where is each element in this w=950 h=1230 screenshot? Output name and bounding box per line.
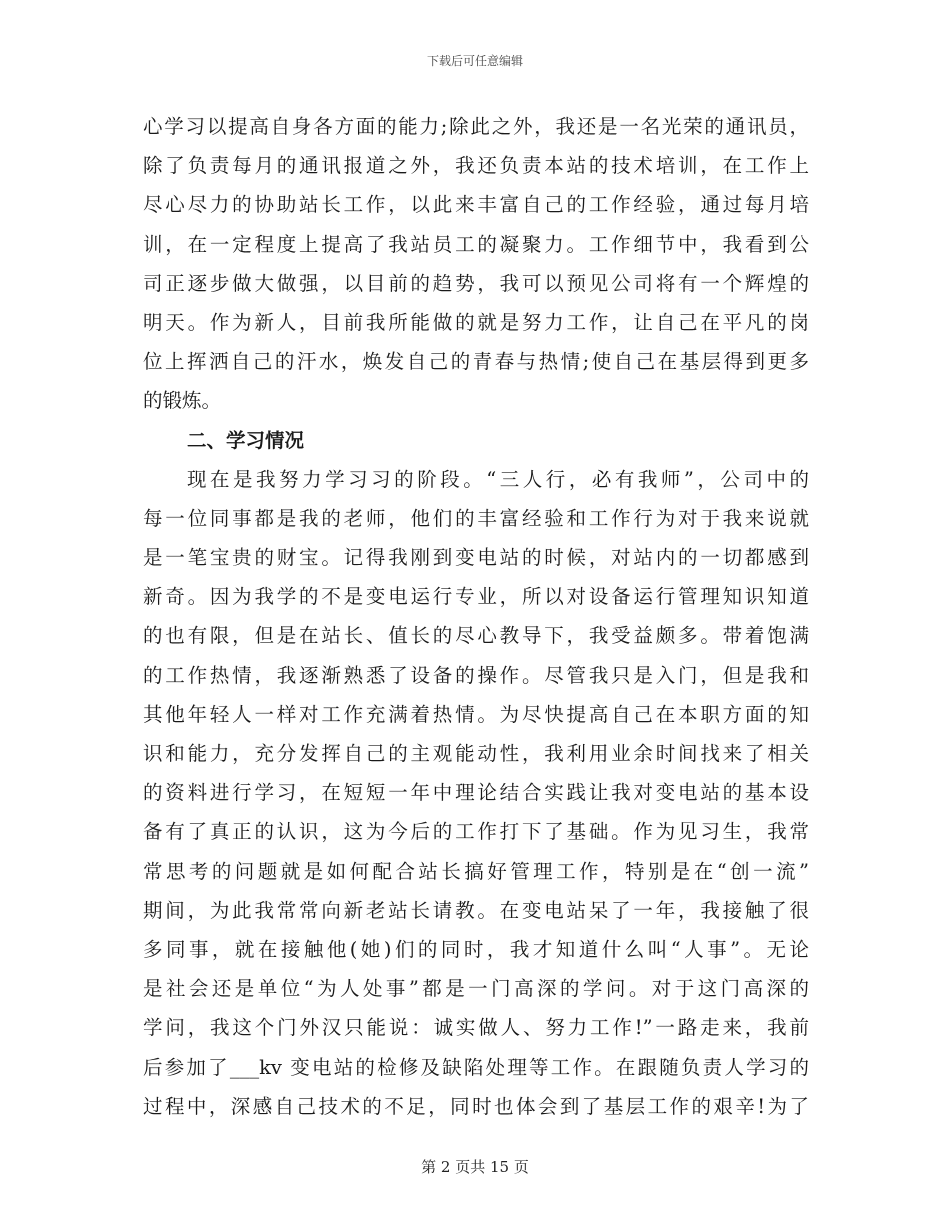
text-line: 后参加了___kv 变电站的检修及缺陷处理等工作。在跟随负责人学习的	[143, 1055, 809, 1079]
text-line: 是一笔宝贵的财宝。记得我刚到变电站的时候，对站内的一切都感到	[143, 546, 809, 570]
text-line: 尽心尽力的协助站长工作，以此来丰富自己的工作经验，通过每月培	[143, 193, 809, 217]
text-line: 训，在一定程度上提高了我站员工的凝聚力。工作细节中，我看到公	[143, 232, 809, 256]
text-line: 明天。作为新人，目前我所能做的就是努力工作，让自己在平凡的岗	[143, 310, 809, 334]
text-line: 的锻炼。	[143, 389, 222, 413]
text-line: 的也有限，但是在站长、值长的尽心教导下，我受益颇多。带着饱满	[143, 624, 809, 648]
text-line: 学问，我这个门外汉只能说：诚实做人、努力工作!”一路走来，我前	[143, 1016, 809, 1040]
text-line: 的资料进行学习，在短短一年中理论结合实践让我对变电站的基本设	[143, 781, 809, 805]
page-header: 下载后可任意编辑	[426, 54, 523, 68]
text-line: 每一位同事都是我的老师，他们的丰富经验和工作行为对于我来说就	[143, 506, 809, 530]
text-line: 的工作热情，我逐渐熟悉了设备的操作。尽管我只是入门，但是我和	[143, 663, 809, 687]
text-line: 是社会还是单位“为人处事”都是一门高深的学问。对于这门高深的	[143, 977, 809, 1001]
text-line: 多同事，就在接触他(她)们的同时，我才知道什么叫“人事”。无论	[143, 937, 809, 961]
section-heading: 二、学习情况	[187, 428, 305, 452]
text-line: 过程中，深感自己技术的不足，同时也体会到了基层工作的艰辛!为了	[143, 1094, 809, 1118]
text-line: 司正逐步做大做强，以目前的趋势，我可以预见公司将有一个辉煌的	[143, 271, 809, 295]
document-body	[143, 107, 809, 1126]
text-line: 位上挥洒自己的汗水，焕发自己的青春与热情;使自己在基层得到更多	[143, 350, 809, 374]
text-line: 现在是我努力学习习的阶段。“三人行，必有我师”，公司中的	[187, 467, 809, 491]
text-line: 心学习以提高自身各方面的能力;除此之外，我还是一名光荣的通讯员，	[143, 115, 809, 138]
text-line: 其他年轻人一样对工作充满着热情。为尽快提高自己在本职方面的知	[143, 702, 809, 726]
text-line: 除了负责每月的通讯报道之外，我还负责本站的技术培训，在工作上	[143, 154, 809, 178]
text-line: 常思考的问题就是如何配合站长搞好管理工作，特别是在“创一流”	[143, 859, 809, 883]
page-footer: 第 2 页共 15 页	[421, 1158, 529, 1176]
text-line: 期间，为此我常常向新老站长请教。在变电站呆了一年，我接触了很	[143, 898, 809, 922]
text-line: 备有了真正的认识，这为今后的工作打下了基础。作为见习生，我常	[143, 820, 809, 844]
text-line: 新奇。因为我学的不是变电运行专业，所以对设备运行管理知识知道	[143, 585, 809, 609]
text-line: 识和能力，充分发挥自己的主观能动性，我利用业余时间找来了相关	[143, 742, 809, 765]
